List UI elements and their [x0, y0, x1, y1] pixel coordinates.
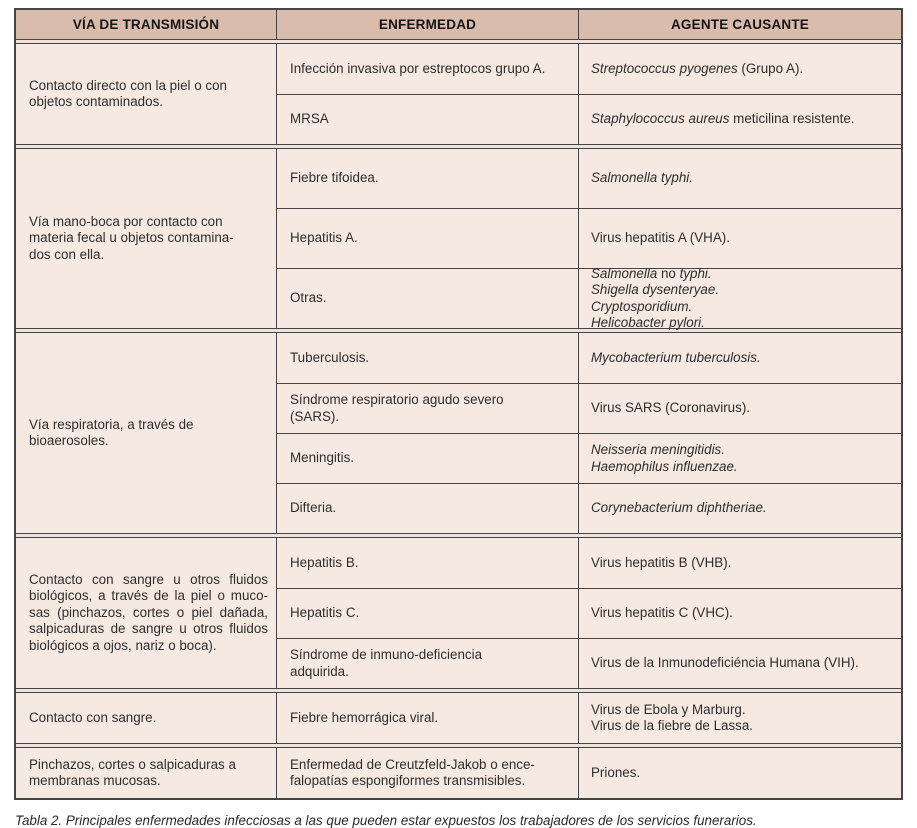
- agent-cell: [579, 748, 901, 798]
- disease-cell: [277, 269, 579, 328]
- agent-text-line: Virus hepatitis B (VHB).: [591, 554, 732, 570]
- via-text-line: membranas mucosas.: [29, 773, 161, 788]
- header-agente-causante: AGENTE CAUSANTE: [670, 17, 809, 32]
- disease-cell: [277, 484, 579, 533]
- group-rows: [277, 333, 901, 533]
- group-rows: [277, 748, 901, 798]
- agent-text-line: Virus SARS (Coronavirus).: [591, 400, 751, 416]
- table-row: [277, 748, 901, 798]
- disease-text-line: falopatías espongiformes transmisibles.: [290, 773, 526, 788]
- agent-cell: [579, 484, 901, 533]
- disease-text-line: Enfermedad de Creutzfeld-Jakob o ence-: [290, 756, 535, 772]
- disease-text-line: Hepatitis A.: [290, 230, 358, 246]
- via-text-line: salpicaduras de sangre u otros fluidos: [29, 621, 268, 637]
- via-text-line: bioaerosoles.: [29, 433, 109, 448]
- agent-cell: [579, 589, 901, 638]
- agent-text-line: Priones.: [591, 764, 641, 780]
- via-cell: [16, 149, 277, 328]
- disease-text-line: Otras.: [290, 290, 327, 306]
- agent-cell: [579, 265, 901, 330]
- disease-cell: [277, 209, 579, 268]
- disease-cell: [277, 693, 579, 743]
- disease-cell: [277, 589, 579, 638]
- agent-cell: [579, 44, 901, 94]
- via-text-line: Contacto directo con la piel o con: [29, 77, 228, 93]
- disease-cell: [277, 538, 579, 588]
- table-row: [277, 383, 901, 433]
- agent-text-line: Virus hepatitis A (VHA).: [591, 230, 730, 246]
- via-text-line: Vía respiratoria, a través de: [29, 416, 194, 432]
- disease-text-line: (SARS).: [290, 408, 340, 424]
- disease-cell: [277, 149, 579, 208]
- table-row: [277, 149, 901, 208]
- disease-text-line: Difteria.: [290, 500, 337, 516]
- group-rows: [277, 538, 901, 688]
- disease-text-line: Infección invasiva por estreptocos grupo A.: [290, 60, 546, 76]
- via-cell: [16, 693, 277, 743]
- disease-text-line: Tuberculosis.: [290, 349, 370, 365]
- disease-text-line: adquirida.: [290, 663, 349, 679]
- agent-text-line: Mycobacterium tuberculosis.: [591, 349, 761, 365]
- table-row: [277, 693, 901, 743]
- diseases-table: [14, 8, 903, 800]
- table-row: [277, 44, 901, 94]
- disease-cell: [277, 434, 579, 483]
- table-group: [16, 537, 901, 689]
- agent-cell: [579, 693, 901, 743]
- via-text-line: Contacto con sangre u otros fluidos: [29, 571, 268, 587]
- via-text-line: biológicos a ojos, nariz o boca).: [29, 637, 217, 653]
- disease-cell: [277, 748, 579, 798]
- disease-cell: [277, 333, 579, 383]
- table-row: [277, 265, 901, 330]
- agent-cell: [579, 149, 901, 208]
- table-row: [277, 433, 901, 483]
- agent-text-line: Virus de la fiebre de Lassa.: [591, 718, 754, 733]
- group-rows: [277, 44, 901, 144]
- group-rows: [277, 149, 901, 328]
- disease-cell: [277, 384, 579, 433]
- table-row: [277, 588, 901, 638]
- agent-text-line: Helicobacter pylori.: [591, 315, 705, 330]
- disease-text-line: Hepatitis C.: [290, 605, 360, 621]
- table-row: [277, 483, 901, 533]
- disease-text-line: Fiebre hemorrágica viral.: [290, 709, 439, 725]
- agent-text-line: Streptococcus pyogenes (Grupo A).: [591, 60, 804, 76]
- agent-cell: [579, 209, 901, 268]
- header-enfermedad: ENFERMEDAD: [277, 10, 579, 39]
- via-cell: [16, 538, 277, 688]
- header-via-de-transmision: VÍA DE TRANSMISIÓN: [16, 10, 277, 39]
- disease-text-line: Síndrome de inmuno-deficiencia: [290, 647, 483, 662]
- agent-text-line: Cryptosporidium.: [591, 298, 693, 314]
- disease-text-line: Fiebre tifoidea.: [290, 170, 379, 186]
- agent-cell: [579, 333, 901, 383]
- agent-cell: [579, 95, 901, 144]
- agent-text-line: Haemophilus influenzae.: [591, 458, 738, 474]
- agent-text-line: Salmonella typhi.: [591, 170, 693, 186]
- disease-cell: [277, 95, 579, 144]
- table-row: [277, 208, 901, 268]
- agent-text-line: Virus de la Inmunodeficiéncia Humana (VIH).: [591, 655, 859, 671]
- agent-text-line: Corynebacterium diphtheriae.: [591, 500, 767, 516]
- via-text-line: dos con ella.: [29, 246, 105, 262]
- disease-text-line: Meningitis.: [290, 450, 355, 466]
- table-caption: Tabla 2. Principales enfermedades infecciosas a las que pueden estar expuestos los trabajadores de los servicios funerarios.: [15, 813, 757, 828]
- agent-text-line: Virus hepatitis C (VHC).: [591, 605, 733, 621]
- agent-cell: [579, 434, 901, 483]
- agent-text-line: Virus de Ebola y Marburg.: [591, 701, 746, 717]
- via-text-line: objetos contaminados.: [29, 94, 163, 109]
- agent-cell: [579, 538, 901, 588]
- agent-text-line: Salmonella no typhi.: [591, 265, 712, 281]
- via-text-line: Vía mano-boca por contacto con: [29, 213, 223, 229]
- disease-text-line: Síndrome respiratorio agudo severo: [290, 392, 504, 407]
- via-cell: [16, 333, 277, 533]
- table-row: [277, 333, 901, 383]
- table-group: [16, 43, 901, 145]
- disease-cell: [277, 639, 579, 688]
- table-group: [16, 148, 901, 329]
- table-header-row: [16, 10, 901, 40]
- table-group: [16, 332, 901, 534]
- via-text-line: Pinchazos, cortes o salpicaduras a: [29, 756, 236, 772]
- agent-text-line: Staphylococcus aureus meticilina resistente.: [591, 111, 855, 127]
- agent-cell: [579, 639, 901, 688]
- via-text-line: sas (pinchazos, cortes o piel dañada,: [29, 604, 268, 620]
- disease-text-line: Hepatitis B.: [290, 554, 359, 570]
- group-rows: [277, 693, 901, 743]
- via-cell: [16, 44, 277, 144]
- disease-cell: [277, 44, 579, 94]
- table-group: [16, 747, 901, 798]
- table-row: [277, 94, 901, 144]
- agent-cell: [579, 384, 901, 433]
- agent-text-line: Shigella dysenteryae.: [591, 282, 720, 297]
- table-group: [16, 692, 901, 744]
- via-text-line: Contacto con sangre.: [29, 709, 157, 725]
- via-text-line: biológicos, a través de la piel o muco-: [29, 588, 268, 604]
- via-cell: [16, 748, 277, 798]
- table-row: [277, 538, 901, 588]
- table-row: [277, 638, 901, 688]
- disease-text-line: MRSA: [290, 111, 329, 127]
- via-text-line: materia fecal u objetos contamina-: [29, 230, 234, 246]
- agent-text-line: Neisseria meningitidis.: [591, 442, 725, 457]
